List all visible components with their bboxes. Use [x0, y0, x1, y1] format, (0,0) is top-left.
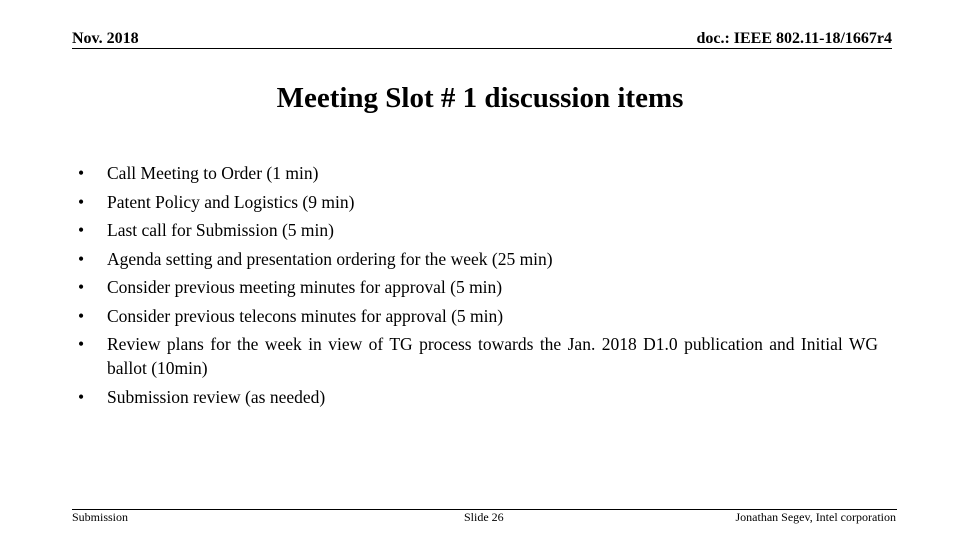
discussion-items-list — [78, 161, 878, 413]
bullet-icon: • — [78, 163, 85, 183]
list-item-text: Last call for Submission (5 min) — [107, 220, 334, 240]
bullet-icon: • — [78, 305, 85, 326]
list-item-text: Patent Policy and Logistics (9 min) — [107, 191, 355, 212]
list-item — [78, 332, 878, 380]
footer-submission: Submission — [72, 510, 129, 524]
bullet-icon: • — [78, 191, 85, 212]
list-item — [78, 275, 878, 299]
footer-author: Jonathan Segev, Intel corporation — [735, 510, 896, 524]
list-item-text: Consider previous meeting minutes for approval (5 min) — [107, 277, 503, 297]
list-item — [78, 190, 878, 214]
slide-title: Meeting Slot # 1 discussion items — [276, 82, 684, 114]
bullet-icon: • — [78, 386, 85, 407]
list-item-text: Agenda setting and presentation ordering for the week (25 min) — [107, 248, 553, 269]
bullet-icon: • — [78, 248, 85, 269]
list-item-text: Review plans for the week in view of TG process towards the Jan. 2018 D1.0 publication and Initial WG ballot (10min) — [107, 334, 878, 378]
header-doc-id: doc.: IEEE 802.11-18/1667r4 — [696, 30, 892, 47]
bullet-icon: • — [78, 277, 85, 297]
list-item-text: Call Meeting to Order (1 min) — [107, 163, 319, 183]
list-item — [78, 247, 878, 271]
bullet-icon: • — [78, 220, 85, 240]
list-item — [78, 304, 878, 328]
list-item — [78, 218, 878, 242]
bullet-icon: • — [78, 334, 85, 354]
list-item-text: Consider previous telecons minutes for approval (5 min) — [107, 305, 504, 326]
header-divider — [72, 48, 892, 49]
footer-slide-number: Slide 26 — [464, 510, 504, 524]
list-item — [78, 385, 878, 409]
header-date: Nov. 2018 — [72, 30, 139, 47]
list-item — [78, 161, 878, 185]
list-item-text: Submission review (as needed) — [107, 386, 326, 407]
